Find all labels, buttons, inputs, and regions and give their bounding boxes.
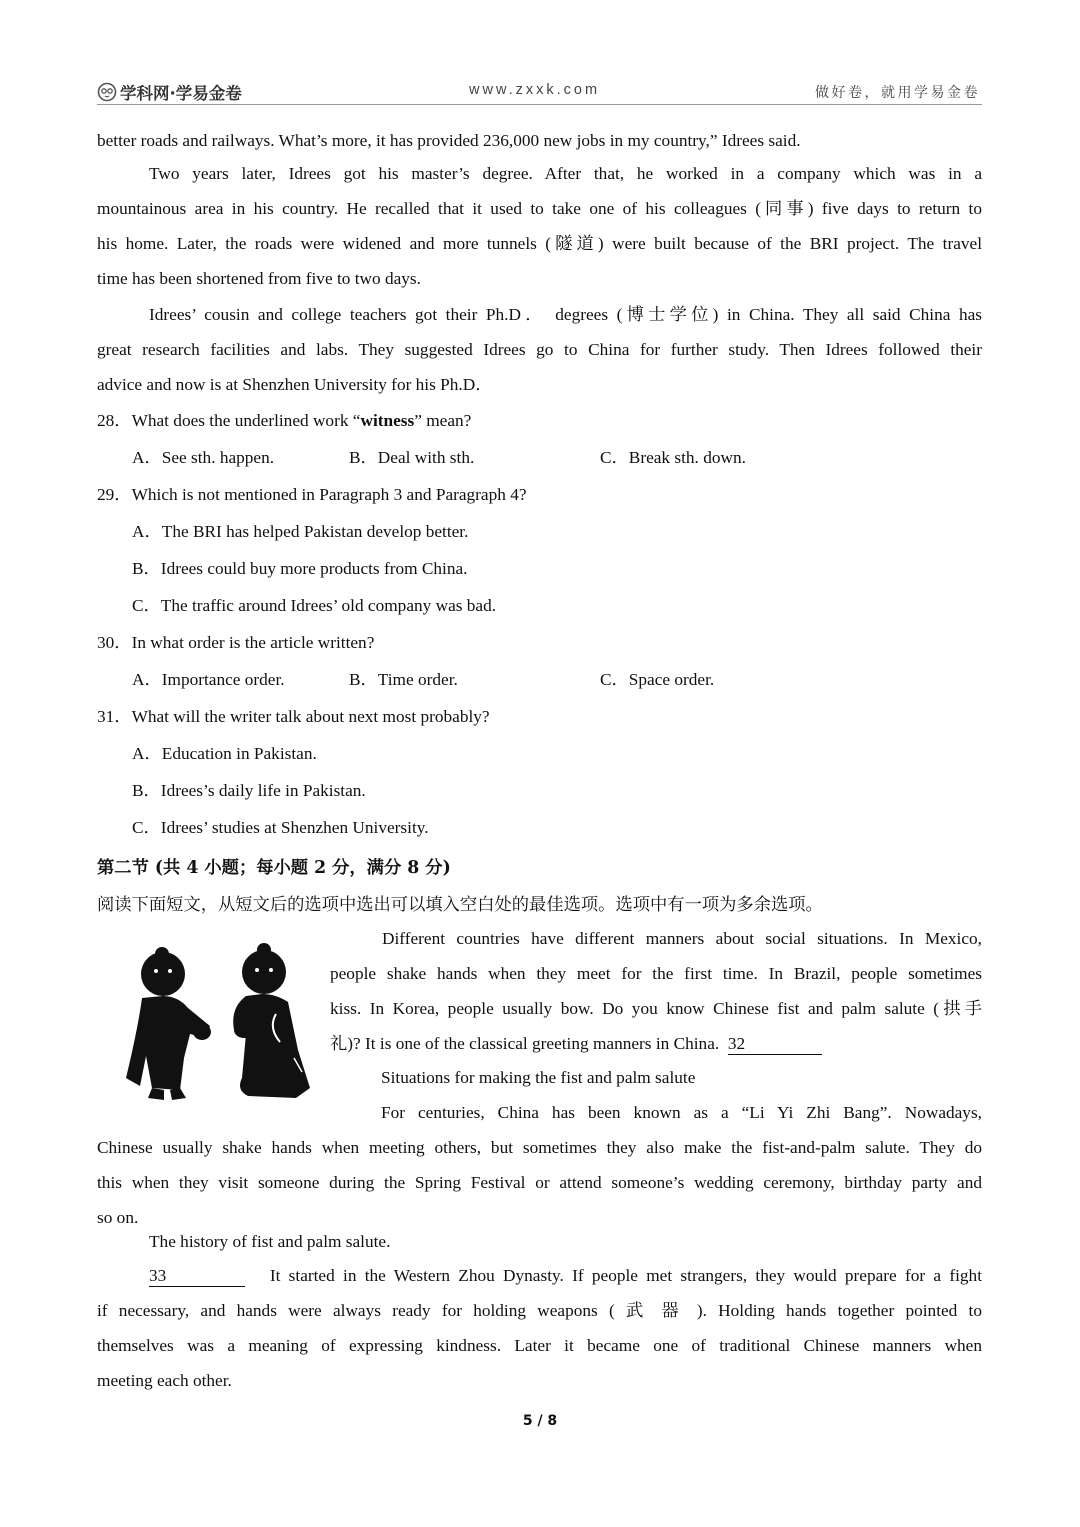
option-29-c[interactable]: C．The traffic around Idrees’ old company was bad.: [132, 596, 497, 615]
page-number: 5 / 8: [522, 1413, 558, 1429]
option-29-b[interactable]: B．Idrees could buy more products from China.: [132, 559, 468, 578]
option-28-a[interactable]: A．See sth. happen.: [132, 448, 275, 467]
option-30-a[interactable]: A．Importance order.: [132, 670, 285, 689]
page-header: [97, 74, 982, 105]
blank-32[interactable]: 32: [728, 1034, 822, 1055]
option-29-a[interactable]: A．The BRI has helped Pakistan develop better.: [132, 522, 469, 541]
header-slogan: 做好卷，就用学易金卷: [815, 85, 980, 101]
fist-palm-salute-illustration: [118, 938, 318, 1104]
question-31: 31．What will the writer talk about next most probably?: [97, 707, 490, 726]
question-29: 29．Which is not mentioned in Paragraph 3 and Paragraph 4?: [97, 485, 527, 504]
paragraph-situations: For centuries, China has been known as a “Li Yi Zhi Bang”. Nowadays, Chinese usually shake hands when meeting others, but sometimes they also make the fist-and-palm salute. They do this when they visit someone during the Spring Festival or attend someone’s wedding ceremony, birthday party and so on.: [97, 1103, 982, 1227]
paragraph-continued: better roads and railways. What’s more, it has provided 236,000 new jobs in my country,” Idrees said.: [97, 131, 801, 150]
blank-33[interactable]: 33: [149, 1266, 245, 1287]
section-title: 第二节 (共 4 小题；每小题 2 分，满分 8 分): [97, 858, 451, 878]
question-28: 28．What does the underlined work “witness” mean?: [97, 411, 472, 430]
heading-history: The history of fist and palm salute.: [149, 1232, 391, 1251]
option-28-c[interactable]: C．Break sth. down.: [600, 448, 746, 467]
option-31-c[interactable]: C．Idrees’ studies at Shenzhen University.: [132, 818, 429, 837]
paragraph-travel: Two years later, Idrees got his master’s degree. After that, he worked in a company which was in a mountainous area in his country. He recalled that it used to take one of his colleagues (同事) five days to return to his home. Later, the roads were widened and more tunnels (隧道) were built because of the BRI project. The travel time has been shortened from five to two days.: [97, 164, 982, 288]
question-30: 30．In what order is the article written?: [97, 633, 375, 652]
option-28-b[interactable]: B．Deal with sth.: [349, 448, 475, 467]
underlined-word: witness: [360, 411, 415, 430]
site-url: www.zxxk.com: [469, 82, 601, 98]
option-30-c[interactable]: C．Space order.: [600, 670, 715, 689]
option-31-b[interactable]: B．Idrees’s daily life in Pakistan.: [132, 781, 366, 800]
paragraph-intro: Different countries have different manners about social situations. In Mexico, people shake hands when they meet for the first time. In Brazil, people sometimes kiss. In Korea, people usually bow. Do you know Chinese fist and palm salute (拱手 礼)? It is one of the classical greeting manners in China. 32: [330, 929, 982, 1053]
option-30-b[interactable]: B．Time order.: [349, 670, 458, 689]
section-instruction: 阅读下面短文，从短文后的选项中选出可以填入空白处的最佳选项。选项中有一项为多余选项。: [97, 895, 823, 915]
brand-logo: [97, 80, 242, 104]
logo-text: 学科网·学易金卷: [120, 84, 242, 103]
owl-logo-icon: [97, 82, 117, 102]
option-31-a[interactable]: A．Education in Pakistan.: [132, 744, 317, 763]
heading-situations: Situations for making the fist and palm salute: [381, 1068, 696, 1087]
paragraph-history: 33 It started in the Western Zhou Dynasty. If people met strangers, they would prepare for a fight if necessary, and hands were always ready for holding weapons ( 武 器 ). Holding hands together pointed to themselves was a meaning of expressing kindness. Later it became one of traditional Chinese manners when meeting each other.: [97, 1266, 983, 1390]
paragraph-phd: Idrees’ cousin and college teachers got their Ph.D． degrees (博士学位) in China. They all said China has great research facilities and labs. They suggested Idrees go to China for further study. Then Idrees followed their advice and now is at Shenzhen University for his Ph.D．: [97, 305, 982, 394]
